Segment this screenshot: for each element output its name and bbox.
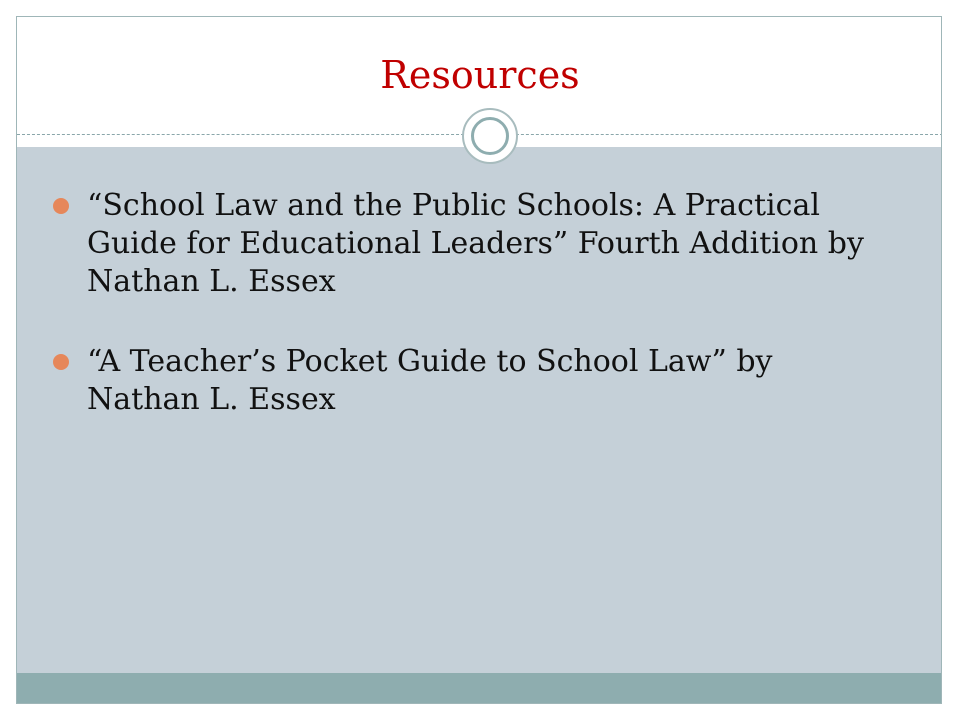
resource-text: “A Teacher’s Pocket Guide to School Law” by Nathan L. Essex — [87, 344, 773, 417]
resource-item — [47, 187, 867, 301]
slide-title: Resources — [380, 53, 580, 97]
inner-ring-icon — [471, 117, 509, 155]
slide-frame — [16, 16, 942, 704]
resource-item — [47, 343, 867, 419]
resource-list — [47, 187, 867, 461]
bottom-accent-band — [17, 673, 942, 704]
bullet-icon — [53, 198, 69, 214]
bullet-icon — [53, 354, 69, 370]
resource-text: “School Law and the Public Schools: A Practical Guide for Educational Leaders” Fourth Addition by Nathan L. Essex — [87, 188, 864, 299]
circle-ring-icon — [462, 108, 518, 164]
